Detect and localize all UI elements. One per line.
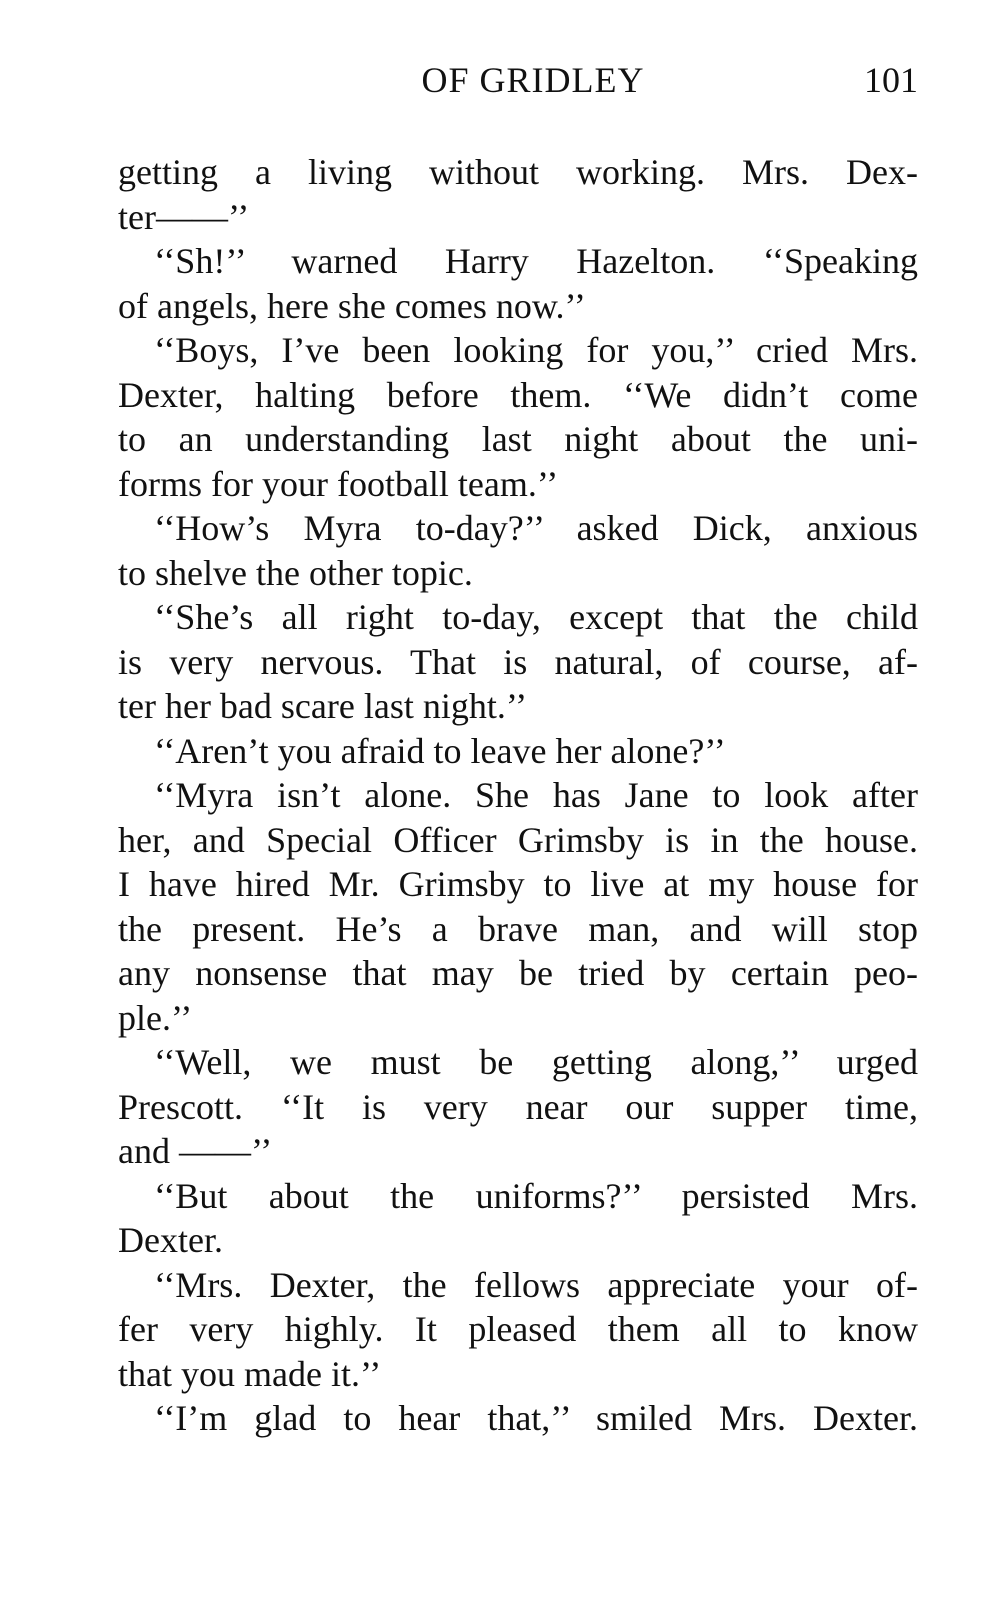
text-line: ‘‘But about the uniforms?’’ persisted Mrs.	[154, 1175, 918, 1216]
text-line: that you made it.’’	[118, 1353, 382, 1394]
text-line: Dexter.	[118, 1220, 223, 1260]
text-line: Prescott. ‘‘It is very near our supper time,	[118, 1086, 918, 1127]
text-line: ‘‘How’s Myra to-day?’’ asked Dick, anxious	[154, 508, 918, 548]
text-line: the present. He’s a brave man, and will stop	[118, 908, 918, 949]
text-line: ter——’’	[118, 196, 250, 237]
text-line: ple.’’	[118, 997, 193, 1038]
text-line: to shelve the other topic.	[118, 552, 473, 593]
text-line: ‘‘Mrs. Dexter, the fellows appreciate your of-	[154, 1264, 918, 1305]
text-line: ‘‘Aren’t you afraid to leave her alone?’’	[154, 730, 726, 771]
text-line: Dexter, halting before them. ‘‘We didn’t come	[118, 374, 918, 415]
text-line: ‘‘She’s all right to-day, except that the child	[154, 597, 918, 637]
text-line: any nonsense that may be tried by certain peo-	[118, 953, 918, 993]
text-line: ‘‘Well, we must be getting along,’’ urged	[154, 1042, 918, 1082]
text-line: ter her bad scare last night.’’	[118, 686, 528, 726]
text-line: is very nervous. That is natural, of course, af-	[118, 641, 918, 682]
running-head	[118, 56, 918, 104]
text-line: ‘‘I’m glad to hear that,’’ smiled Mrs. Dexter.	[154, 1398, 918, 1438]
text-line: and ——’’	[118, 1131, 273, 1171]
text-line: ‘‘Myra isn’t alone. She has Jane to look after	[154, 775, 918, 815]
text-line: ‘‘Sh!’’ warned Harry Hazelton. ‘‘Speaking	[154, 241, 918, 281]
text-line: of angels, here she comes now.’’	[118, 285, 586, 326]
text-line: ‘‘Boys, I’ve been looking for you,’’ cried Mrs.	[154, 330, 918, 370]
body-text	[118, 150, 918, 1441]
text-line: I have hired Mr. Grimsby to live at my house for	[118, 864, 918, 904]
page-number: 101	[864, 60, 918, 100]
running-title: OF GRIDLEY	[421, 60, 645, 100]
text-line: fer very highly. It pleased them all to know	[118, 1309, 918, 1349]
text-line: her, and Special Officer Grimsby is in the house.	[118, 819, 918, 860]
text-line: getting a living without working. Mrs. Dex-	[118, 152, 918, 192]
text-line: forms for your football team.’’	[118, 463, 559, 504]
text-line: to an understanding last night about the uni-	[118, 419, 918, 459]
